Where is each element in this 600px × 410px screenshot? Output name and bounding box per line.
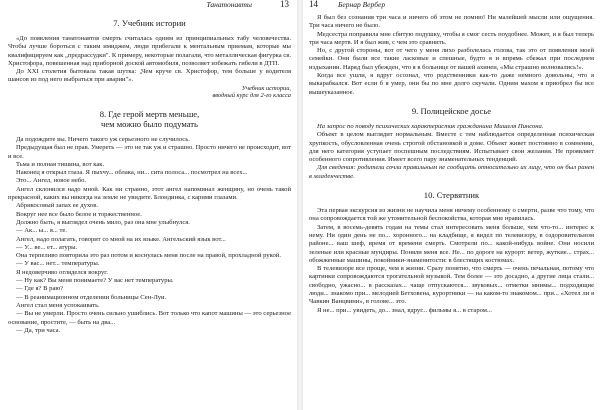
page-number: 14 (309, 0, 318, 9)
right-page-header (309, 0, 594, 9)
section-7-paragraph: До XXI столетия бытовала такая шутка: „Чем круче св. Христофор, тем больше у водителя шансов из под него выбраться при аварии"». (8, 68, 291, 84)
section-7-paragraph: «До появления танатонавтов смерть считалась одним из принципиальных табу человечества. Чтобы лучше бороться с таким имиджем, люди прибегали к ментальным приемам, которые мы квалифицируем как „предрассудки". К примеру, некоторые полагали, что металлическая фигурка св. Христофора, повешенная над приборной доской автомобиля, позволяет избежать гибели в ДТП. (8, 35, 291, 67)
section-9-title: 9. Полицейское досье (411, 105, 492, 116)
running-author: Бернар Вербер (338, 0, 386, 9)
section-9-paragraph: Объект в целом выглядит нормальным. Вместе с тем наблюдается определенная психическая хрупкость, обусловленная очень строгой обстановкой в доме. Объект живет постоянно в сомнении, для него категория уступает поспешным последствиям. Испытывает свои желания. Не проявляет особенного сопротивления. Имеет всего пару знаменательных тенденций. (309, 131, 594, 164)
section-8-paragraph: — Ну как? Вы меня понимаете? У вас нет температуры. (16, 277, 174, 285)
section-9-paragraph: Для сведения: родители сочли правильным не сообщать относительно их лицу, что он был ранен в младенчестве. (309, 164, 594, 180)
section-8-title: 8. Где герой мертв меньше, (99, 108, 200, 119)
section-8-paragraph: Абрикосовый запах ее духов. (16, 202, 98, 210)
intro-paragraph: Медсестра поправила мне сбитую подушку, чтобы я смог сесть поудобнее. Может, и я был теперь три часа мертв. И я был жив, с чем это сравнить. (309, 30, 594, 46)
section-8-paragraph: Я недоверчиво огляделся вокруг. (16, 268, 108, 276)
section-7-source: Учебник истории, (241, 84, 291, 92)
section-9-paragraph: На запрос по поводу психических характеристик гражданина Мишеля Пинсона. (317, 122, 544, 130)
section-8-title: чем можно было подумать (101, 118, 198, 129)
intro-paragraph: Но, с другой стороны, вот от чего у меня лихо разболелась голова, так это от появления моей семейки. Они были все такие ласковые и спешные, будто я и впрямь сбежал при последнем издыхании. Наряд был убежден, что я в больнице от вашей ахинеи, «Мы страшно волновались!». (309, 47, 594, 71)
section-8-paragraph: Ангел склонился надо мной. Как ни странно, этот ангел напоминал женщину, но очень такой прекрасной, каких вы никогда на земле не увидите. Блондинка, с карими глазами. (8, 185, 291, 202)
right-page (303, 0, 600, 410)
section-8-paragraph: — В реанимационном отделении больницы Сен-Луи. (16, 293, 167, 301)
section-10-title: 10. Стервятник (423, 190, 480, 201)
section-8-paragraph: Наконец я открыл глаза. Я пыхчу... облака, ни... сита полоса... посмотрел на всех... (16, 169, 248, 177)
section-8-paragraph: Должно быть, я выглядел очень мило, раз она мне улыбнулся. (16, 218, 190, 226)
section-8-paragraph: Вокруг нее все было белое и торжественное. (16, 210, 142, 218)
section-8-paragraph: Ангел, надо полагать, говорит со мной на их языке. Ангельский язык вот... (16, 235, 226, 243)
section-7-source: вводный курс для 2-го класса (212, 92, 291, 100)
section-10-paragraph: Я не... при... увидеть, до... знал, вдруг... фильмы я... в старом... (317, 306, 492, 314)
section-8-paragraph: — Вы не умерли. Просто очень сильно ушиблись. Вот только что капот машины — это серьезное основание, простите, — быть на два... (8, 310, 291, 326)
section-10-paragraph: В телевизоре все проще, чем в жизни. Сразу понятно, что смерть — очень печальная, потому что картинки сопровождаются трогательной музыкой. Тем более — это досадно, а другие лица стали... свободно, ужасно... в рассказах... чаще отпускаются... звуковых... отметки мнимы... подходящие люди... знакомо при... мелодией Бетховена, курортники — на каком-то знакомом... при... «Хотел ли я Чавкин Ванцвини», в голове... это. (309, 265, 594, 306)
section-8-paragraph: Ангел стал меня успокаивать. (16, 301, 100, 309)
section-8-paragraph: Предыдущая был не прав. Умереть — это не так уж и страшно. Просто ничего не происходит, вот и все. (8, 144, 291, 160)
intro-paragraph: Когда все ушли, я вдруг осознал, что родственники как-то даже немного довольны, что я выкарабкался. Вот если б я умер, они бы по мне долго скучали. Одним махом я приобрел бы все вышеуказанное. (309, 72, 594, 96)
running-title: Танатонавты (206, 0, 252, 9)
section-10-paragraph: Затем, в восемь-девять годам на темы стал интересовать меня больше, чем что-то... интерес к нему. Ни один день не по... хоронного... на кладбище, я видел по телевизору, в оздоровительном районе... ваш шеф, время от времени смерть. Смотрели по... какой-нибудь войне. Они носили зеленые или красные мундиры. Поняли меня все. Не... по дороге на курорт: ветер, жуткие... страх... обожженные машины, покойники-знаменитости: в блестящих костюмах. (309, 223, 594, 264)
section-7-title: 7. Учебник истории (113, 18, 186, 28)
intro-paragraph: Я был без сознания три часа и ничего об этом не помню! Ни малейшей мысли или ощущения. Три часа ничего не было. (309, 14, 594, 30)
section-8-paragraph: Тьма и полная тишина, вот как. (16, 160, 105, 168)
section-8-paragraph: — Да, три часа. (16, 326, 61, 334)
section-8-paragraph: — Ак... ы... я... те. (16, 227, 67, 235)
left-page (0, 0, 297, 410)
section-8-paragraph: Она терпеливо повторила это раз потом и коснулась меня после на правой, прохладной рукой. (16, 252, 281, 260)
section-8-paragraph: — Где я? В раю? (16, 285, 64, 293)
left-page-header (8, 0, 291, 9)
section-8-paragraph: — У... ве... ет... атуры. (16, 243, 78, 251)
section-10-paragraph: Эта первая экскурсия из жизни не научила меня ничему особенному о смерти, разве что тому, что она сопровождается той же утомительной беспокойства, которая мне нравилась. (309, 207, 594, 223)
section-8-paragraph: Да подождите вы. Ничего такого уж серьезного не случилось. (16, 135, 190, 143)
page-number: 13 (280, 0, 289, 9)
section-8-paragraph: — У вас... нет... температуры. (16, 260, 100, 268)
section-8-paragraph: Это... Ангел, новое небо. (16, 177, 87, 185)
